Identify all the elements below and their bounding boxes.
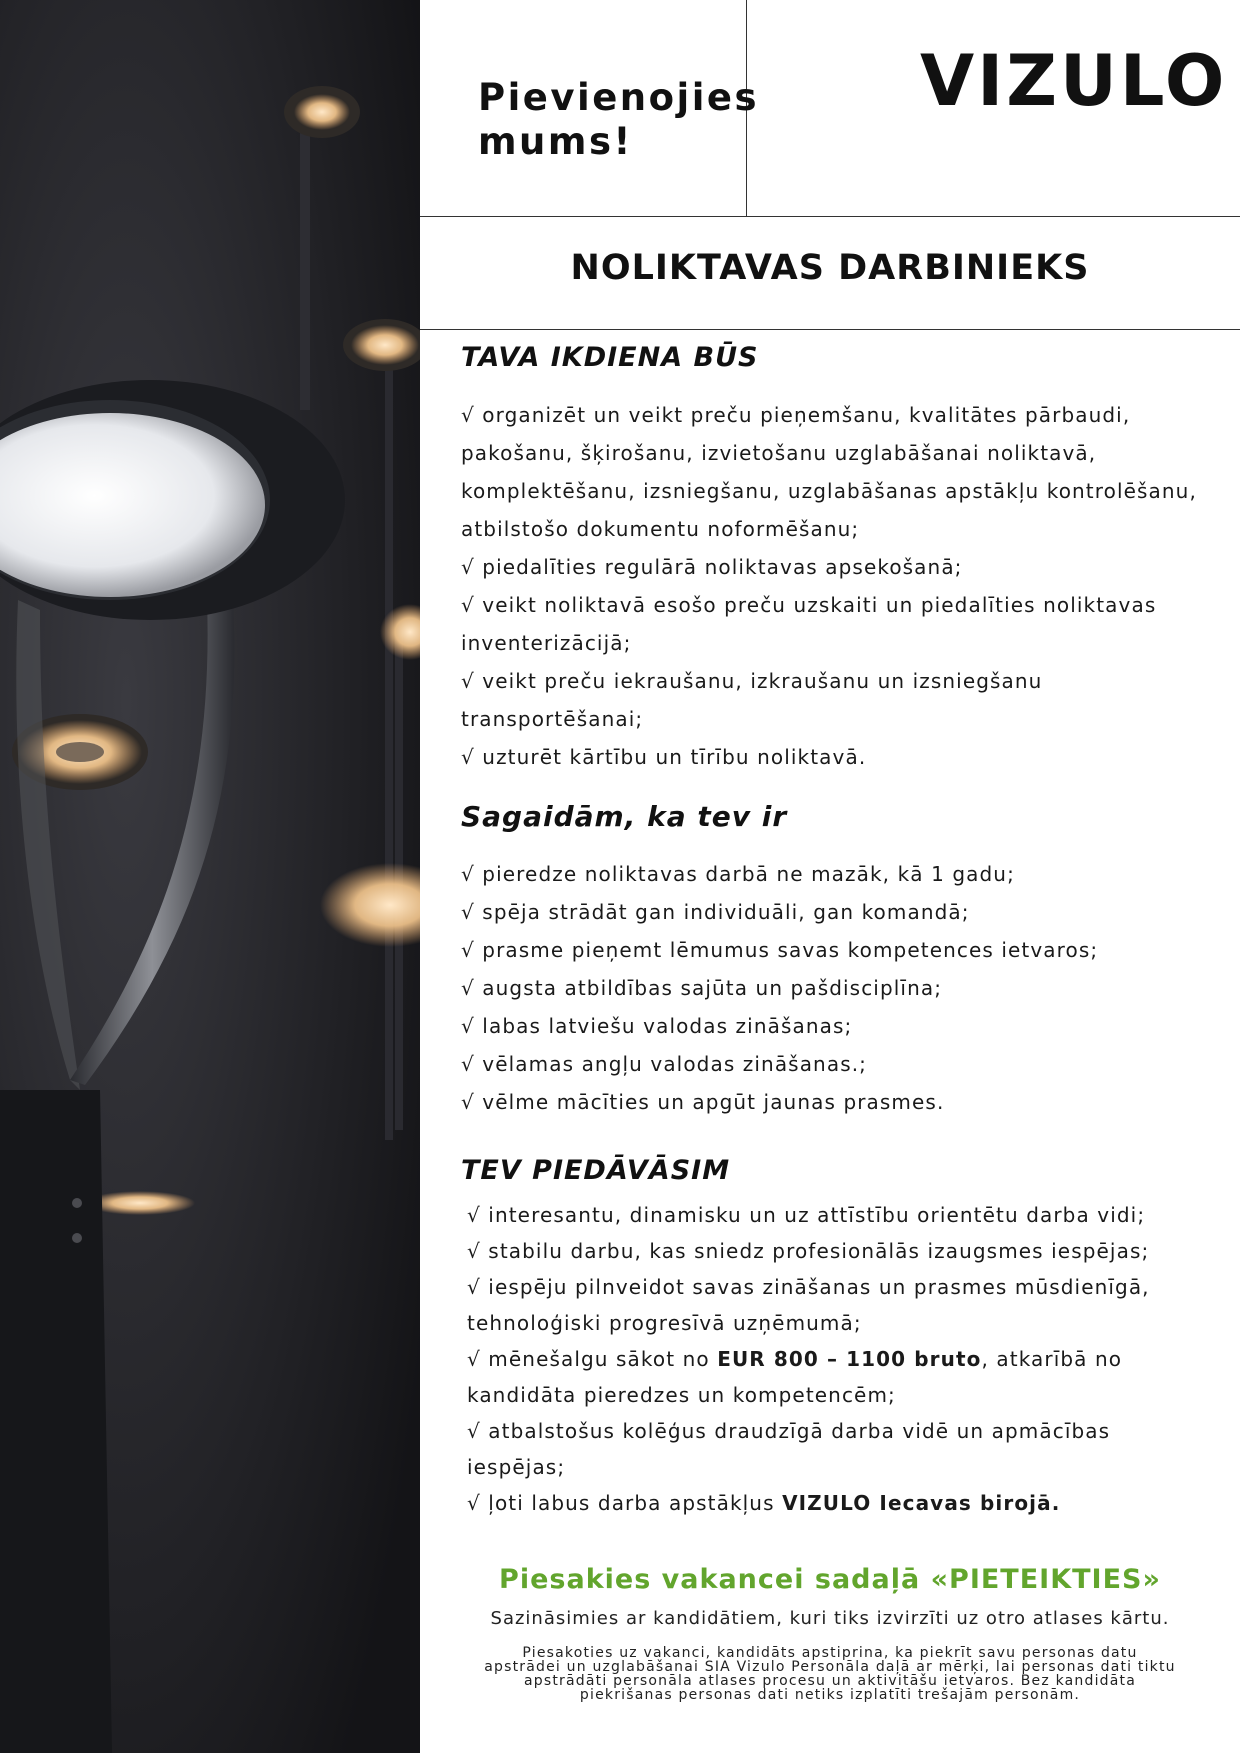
list-item: transportēšanai; [461,707,644,731]
list-item: √ augsta atbildības sajūta un pašdisciplīna; [461,976,943,1000]
list-item: √ vēlme mācīties un apgūt jaunas prasmes. [461,1090,945,1114]
daily-tasks-list [461,396,1197,776]
list-item: √ piedalīties regulārā noliktavas apsekošanā; [461,555,963,579]
requirements-list [461,855,1098,1121]
contact-note: Sazināsimies ar kandidātiem, kuri tiks izvirzīti uz otro atlases kārtu. [490,1608,1170,1629]
section-heading-daily-tasks: TAVA IKDIENA BŪS [461,342,759,373]
list-item: pakošanu, šķirošanu, izvietošanu uzglabāšanai noliktavā, [461,441,1097,465]
list-item: √ atbalstošus kolēģus draudzīgā darba vidē un apmācības [467,1419,1111,1443]
salary-suffix: , atkarībā no [981,1347,1123,1371]
list-item: √ spēja strādāt gan individuāli, gan komandā; [461,900,970,924]
list-item: atbilstošo dokumentu noformēšanu; [461,517,860,541]
title-bottom-divider [420,329,1240,330]
list-item: kandidāta pieredzes un kompetencēm; [467,1383,896,1407]
offer-list [467,1197,1150,1521]
list-item: √ stabilu darbu, kas sniedz profesionālās izaugsmes iespējas; [467,1239,1150,1263]
list-item: iespējas; [467,1455,566,1479]
salary-amount: EUR 800 – 1100 bruto [717,1347,982,1371]
apply-call-to-action: Piesakies vakancei sadaļā «PIETEIKTIES» [499,1564,1161,1595]
list-item: √ iespēju pilnveidot savas zināšanas un prasmes mūsdienīgā, [467,1275,1150,1299]
list-item: √ uzturēt kārtību un tīrību noliktavā. [461,745,867,769]
consent-line: piekrišanas personas dati netiks izplatīti trešajām personām. [579,1687,1081,1703]
consent-line: Piesakoties uz vakanci, kandidāts apstiprina, ka piekrīt savu personas datu [522,1645,1138,1661]
list-item: √ interesantu, dinamisku un uz attīstību orientētu darba vidi; [467,1203,1146,1227]
list-item: √ veikt preču iekraušanu, izkraušanu un izsniegšanu [461,669,1043,693]
list-item: √ veikt noliktavā esošo preču uzskaiti un piedalīties noliktavas [461,593,1157,617]
slogan-line-1: Pievienojies [478,76,760,119]
consent-line: apstrādāti personāla atlases procesu un aktivitāšu ietvaros. Bez kandidāta [523,1673,1136,1689]
section-heading-requirements: Sagaidām, ka tev ir [461,800,788,833]
list-item: √ labas latviešu valodas zināšanas; [461,1014,853,1038]
data-consent-notice [458,1646,1202,1702]
street-lamp-photo [0,0,420,1753]
office-prefix: √ ļoti labus darba apstākļus [467,1491,783,1515]
list-item: inventerizācijā; [461,631,632,655]
slogan-line-2: mums! [478,120,633,163]
salary-prefix: √ mēnešalgu sākot no [467,1347,718,1371]
list-item: √ organizēt un veikt preču pieņemšanu, kvalitātes pārbaudi, [461,403,1131,427]
office-line [467,1485,1150,1521]
office-location: VIZULO Iecavas birojā. [782,1491,1061,1515]
list-item: √ pieredze noliktavas darbā ne mazāk, kā 1 gadu; [461,862,1015,886]
job-title: NOLIKTAVAS DARBINIEKS [570,248,1090,288]
slogan [478,76,759,164]
consent-line: apstrādei un uzglabāšanai SIA Vizulo Personāla daļā ar mērķi, lai personas dati tiktu [484,1659,1176,1675]
list-item: tehnoloģiski progresīvā uzņēmumā; [467,1311,862,1335]
list-item: komplektēšanu, izsniegšanu, uzglabāšanas apstākļu kontrolēšanu, [461,479,1197,503]
header-bottom-divider [420,216,1240,217]
list-item: √ vēlamas angļu valodas zināšanas.; [461,1052,868,1076]
salary-line [467,1341,1150,1377]
list-item: √ prasme pieņemt lēmumus savas kompetences ietvaros; [461,938,1099,962]
section-heading-offer: TEV PIEDĀVĀSIM [461,1155,731,1186]
vizulo-logo: VIZULO [920,40,1228,122]
